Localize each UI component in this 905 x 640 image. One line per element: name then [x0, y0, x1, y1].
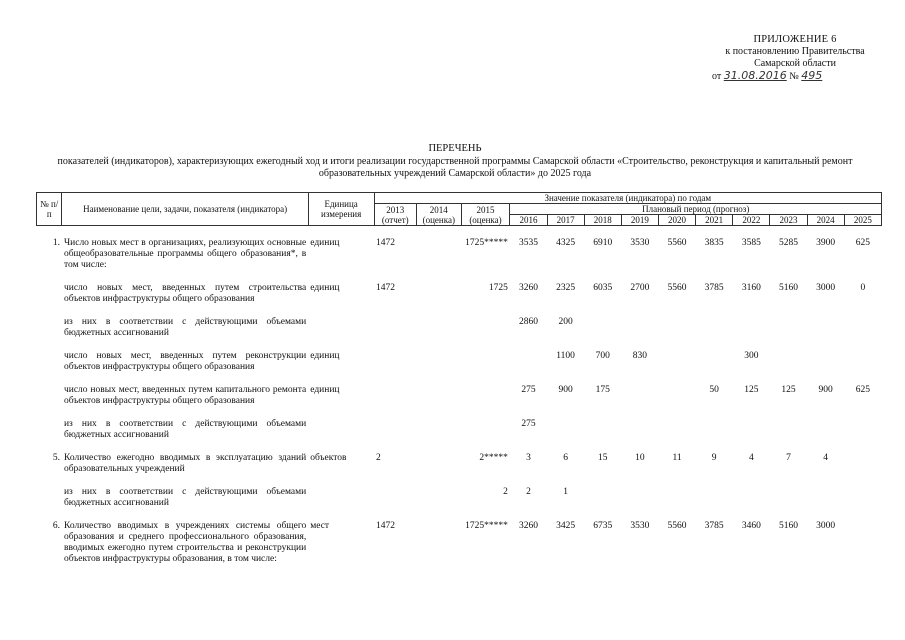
header-unit: Единица измерения	[308, 193, 374, 226]
row-value-2014	[417, 487, 462, 509]
row-spacer	[37, 509, 882, 521]
row-value-plan: 2325	[556, 283, 576, 293]
row-value-plan: 4	[748, 453, 754, 463]
row-value-plan: 6910	[593, 238, 613, 248]
header-plan-year: 2022	[733, 215, 770, 226]
row-value-plan: 2700	[630, 283, 650, 293]
row-value-plan	[844, 521, 881, 565]
row-value-2013: 2	[376, 453, 381, 463]
row-value-2014	[417, 351, 462, 373]
row-value-plan: 700	[595, 351, 610, 361]
row-value-plan: 900	[818, 385, 833, 395]
row-number: 5.	[52, 453, 60, 463]
row-value-plan: 3260	[518, 283, 538, 293]
row-value-plan: 3425	[556, 521, 576, 531]
row-value-plan: 5560	[667, 283, 687, 293]
row-value-plan	[844, 453, 881, 475]
row-value-plan: 2860	[518, 317, 538, 327]
row-name: из них в соответствии с действующими объемами бюджетных ассигнований	[63, 317, 307, 338]
row-number	[37, 419, 62, 441]
row-unit	[308, 487, 374, 509]
row-value-plan	[584, 317, 621, 339]
row-value-plan	[696, 317, 733, 339]
row-value-2013	[374, 385, 416, 407]
table-row	[37, 521, 882, 565]
row-spacer	[37, 305, 882, 317]
header-plan-year: 2019	[621, 215, 658, 226]
document-subtitle: показателей (индикаторов), характеризующих ежегодный ход и итоги реализации государственной программы Самарской области «Строительство, реконструкция и капитальный ремонт образовательных учреждений Самарской области» до 2025 года	[57, 156, 853, 179]
row-value-2013: 1472	[376, 521, 396, 531]
row-value-plan: 3535	[518, 238, 538, 248]
row-value-plan: 3835	[704, 238, 724, 248]
row-number: 1.	[52, 238, 60, 248]
row-value-2014	[417, 521, 462, 565]
row-value-plan: 4325	[556, 238, 576, 248]
row-value-plan	[621, 487, 658, 509]
row-number	[37, 351, 62, 373]
table-header	[37, 193, 882, 226]
row-value-plan: 3260	[518, 521, 538, 531]
row-value-plan: 300	[744, 351, 759, 361]
row-value-plan: 3530	[630, 238, 650, 248]
row-value-plan: 3160	[741, 283, 761, 293]
row-spacer	[37, 407, 882, 419]
row-value-plan	[770, 317, 807, 339]
table-row	[37, 453, 882, 475]
row-value-plan: 10	[635, 453, 645, 463]
document-title: ПЕРЕЧЕНЬ	[428, 143, 482, 154]
table-row	[37, 419, 882, 441]
appendix-line-1: к постановлению Правительства	[725, 46, 865, 57]
row-value-plan: 9	[711, 453, 717, 463]
row-spacer	[37, 271, 882, 283]
row-value-plan: 5285	[778, 238, 798, 248]
header-year-2013: 2013 (отчет)	[374, 204, 416, 226]
appendix-signature-line	[690, 70, 900, 83]
row-value-plan: 275	[521, 385, 536, 395]
row-value-2014	[417, 317, 462, 339]
row-value-plan: 0	[860, 283, 866, 293]
row-value-2015: 2	[503, 487, 508, 497]
row-value-2015	[461, 351, 510, 373]
header-name: Наименование цели, задачи, показателя (индикатора)	[62, 193, 308, 226]
row-value-plan: 3	[526, 453, 531, 463]
header-plan-year: 2025	[844, 215, 881, 226]
row-value-plan: 11	[672, 453, 682, 463]
row-value-plan	[807, 487, 844, 509]
row-value-2013	[374, 317, 416, 339]
handwritten-number: 495	[801, 69, 823, 82]
row-value-plan	[844, 419, 881, 441]
table-row	[37, 385, 882, 407]
table-row	[37, 351, 882, 373]
row-number	[37, 317, 62, 339]
row-value-plan	[510, 351, 547, 373]
row-value-2013: 1472	[376, 238, 396, 248]
row-value-plan: 3000	[816, 283, 836, 293]
row-value-2015	[461, 419, 510, 441]
row-value-plan: 3000	[816, 521, 836, 531]
row-value-plan	[621, 419, 658, 441]
header-year-2014: 2014 (оценка)	[417, 204, 462, 226]
header-plan-year: 2023	[770, 215, 807, 226]
row-value-plan: 50	[709, 385, 719, 395]
row-value-2014	[417, 453, 462, 475]
row-value-plan: 6735	[593, 521, 613, 531]
row-value-2015	[461, 317, 510, 339]
row-value-plan: 2	[526, 487, 531, 497]
row-name: Число новых мест в организациях, реализующих основные общеобразовательные программы общего образования*, в том числе:	[63, 238, 307, 270]
row-spacer	[37, 226, 882, 239]
row-value-plan	[584, 419, 621, 441]
row-value-plan: 830	[632, 351, 648, 361]
row-value-plan	[733, 419, 770, 441]
row-value-2015: 1725*****	[465, 238, 508, 248]
table-row	[37, 317, 882, 339]
row-value-plan: 200	[558, 317, 573, 327]
appendix-block	[690, 34, 900, 83]
row-value-plan: 6	[563, 453, 568, 463]
row-name: Количество вводимых в учреждениях системы общего образования и среднего профессионального образования, вводимых ежегодно путем строительства и реконструкции объектов инфраструктуры образования, в том числе:	[63, 521, 307, 564]
row-value-2015: 1725	[488, 283, 508, 293]
indicators-table	[36, 192, 882, 565]
appendix-title: ПРИЛОЖЕНИЕ 6	[753, 34, 837, 45]
from-label: от	[712, 71, 722, 82]
row-value-plan	[770, 351, 807, 373]
row-value-plan	[807, 419, 844, 441]
row-value-plan: 6035	[593, 283, 613, 293]
table-row	[37, 283, 882, 305]
row-value-plan	[844, 351, 881, 373]
row-value-plan	[658, 317, 695, 339]
row-value-plan	[658, 385, 695, 407]
row-unit: единиц	[310, 238, 340, 248]
row-value-plan: 5160	[778, 521, 798, 531]
row-value-plan: 175	[595, 385, 610, 395]
row-value-plan: 5160	[778, 283, 798, 293]
row-number: 6.	[52, 521, 60, 531]
row-value-plan: 1100	[556, 351, 575, 361]
row-value-plan: 5560	[667, 238, 687, 248]
row-value-plan	[807, 351, 844, 373]
row-value-plan: 275	[521, 419, 536, 429]
row-unit	[308, 317, 374, 339]
row-value-plan: 15	[598, 453, 608, 463]
row-unit: объектов	[310, 453, 347, 463]
row-spacer	[37, 339, 882, 351]
document-title-block	[30, 143, 880, 180]
row-name: из них в соответствии с действующими объемами бюджетных ассигнований	[63, 419, 307, 440]
row-value-plan	[696, 487, 733, 509]
table-row	[37, 487, 882, 509]
row-value-plan: 7	[786, 453, 791, 463]
row-value-plan	[733, 317, 770, 339]
row-value-plan	[658, 487, 695, 509]
row-value-2015: 1725*****	[465, 521, 508, 531]
row-value-plan: 4	[823, 453, 828, 463]
row-value-plan: 3900	[816, 238, 836, 248]
row-unit: мест	[310, 521, 330, 531]
number-label: №	[789, 71, 799, 82]
row-value-plan	[844, 317, 881, 339]
row-number	[37, 283, 62, 305]
table-row	[37, 238, 882, 271]
row-value-plan	[658, 419, 695, 441]
row-value-plan: 3585	[741, 238, 761, 248]
row-value-plan: 125	[781, 385, 796, 395]
row-spacer	[37, 373, 882, 385]
header-plan-period: Плановый период (прогноз)	[510, 204, 882, 215]
row-unit: единиц	[310, 385, 340, 395]
row-value-plan	[621, 385, 658, 407]
row-value-plan	[696, 419, 733, 441]
row-value-2013	[374, 487, 416, 509]
row-value-plan	[733, 487, 770, 509]
row-value-plan	[621, 317, 658, 339]
header-plan-year: 2020	[658, 215, 695, 226]
row-value-plan: 1	[563, 487, 568, 497]
row-value-2013: 1472	[376, 283, 396, 293]
row-value-plan: 125	[744, 385, 759, 395]
row-value-plan	[584, 487, 621, 509]
row-number	[37, 487, 62, 509]
row-unit: единиц	[310, 351, 340, 361]
row-name: число новых мест, введенных путем строительства объектов инфраструктуры общего образования	[63, 283, 307, 304]
row-value-plan: 3460	[741, 521, 761, 531]
row-name: из них в соответствии с действующими объемами бюджетных ассигнований	[63, 487, 307, 508]
row-value-2015	[461, 385, 510, 407]
header-plan-year: 2021	[696, 215, 733, 226]
row-value-plan	[770, 487, 807, 509]
row-value-2013	[374, 419, 416, 441]
header-year-2015: 2015 (оценка)	[461, 204, 510, 226]
row-name: число новых мест, введенных путем реконструкции объектов инфраструктуры общего образования	[63, 351, 307, 372]
row-value-2014	[417, 283, 462, 305]
row-value-plan: 3785	[704, 283, 724, 293]
row-value-plan	[807, 317, 844, 339]
table-body	[37, 226, 882, 566]
appendix-line-2: Самарской области	[754, 58, 836, 69]
row-value-plan	[844, 487, 881, 509]
row-value-plan: 3530	[630, 521, 650, 531]
header-values: Значение показателя (индикатора) по годам	[374, 193, 881, 204]
row-spacer	[37, 441, 882, 453]
row-value-plan	[770, 419, 807, 441]
handwritten-date: 31.08.2016	[723, 69, 787, 82]
header-plan-year: 2016	[510, 215, 547, 226]
row-value-plan: 3785	[704, 521, 724, 531]
row-value-2014	[417, 238, 462, 271]
row-value-2013	[374, 351, 416, 373]
row-value-2014	[417, 419, 462, 441]
header-plan-year: 2017	[547, 215, 584, 226]
row-value-plan: 900	[558, 385, 573, 395]
row-value-plan	[547, 419, 584, 441]
row-spacer	[37, 475, 882, 487]
header-plan-year: 2018	[584, 215, 621, 226]
row-value-plan: 625	[855, 238, 870, 248]
row-name: Количество ежегодно вводимых в эксплуатацию зданий образовательных учреждений	[63, 453, 307, 474]
row-number	[37, 385, 62, 407]
row-name: число новых мест, введенных путем капитального ремонта объектов инфраструктуры общего образования	[63, 385, 307, 406]
row-value-2014	[417, 385, 462, 407]
row-value-2015: 2*****	[479, 453, 508, 463]
row-unit: единиц	[310, 283, 340, 293]
row-value-plan: 625	[855, 385, 870, 395]
header-num: № п/п	[37, 193, 62, 226]
row-value-plan	[696, 351, 733, 373]
row-value-plan: 5560	[667, 521, 687, 531]
row-unit	[308, 419, 374, 441]
row-value-plan	[658, 351, 695, 373]
header-plan-year: 2024	[807, 215, 844, 226]
